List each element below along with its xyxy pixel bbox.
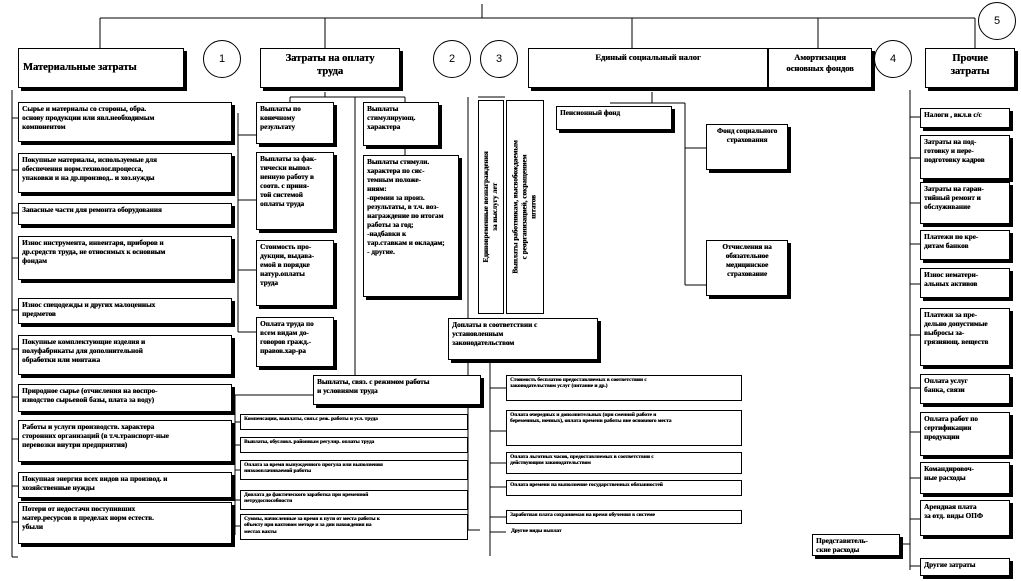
labor-final-results: Выплаты по конечному результату	[256, 102, 334, 144]
surcharge-item: Оплата льготных часов, предоставляемых в соответствии с действующим законодательством	[506, 452, 742, 474]
social-pension-fund: Пенсионный фонд	[556, 106, 672, 130]
labor-small-item: Оплата за время вынужденного прогула или выполнения низкооплачиваемой работы	[240, 460, 468, 480]
labor-contract-pay: Оплата труда по всем видам до- говоров гражд.- правов.хар-ра	[256, 317, 334, 367]
material-item: Износ спецодежды и других малоценных предметов	[18, 298, 232, 324]
material-item: Потери от недостачи поступивших матер.ресурсов в пределах норм естеств. убыли	[18, 502, 232, 544]
header-other: Прочие затраты	[925, 48, 1015, 88]
labor-dismissal-label: Выплаты работникам, высвобождаемым с реорганизацией, сокращением штатов	[511, 140, 538, 274]
labor-small-item: Выплаты, обусловл. районным регулир. оплаты труда	[240, 437, 468, 453]
material-item: Покупная энергия всех видов на производ. и хозяйственные нужды	[18, 472, 232, 498]
surcharge-item: Оплата очередных и дополнительных (при сменной работе и беременных, ночных), оплата времени работы вне основного места	[506, 410, 742, 446]
material-item: Износ инструмента, инвентаря, приборов и др.средств труда, не относимых к основным фондам	[18, 236, 232, 280]
circle-1: 1	[203, 40, 241, 78]
surcharge-item: Стоимость бесплатно предоставляемых в соответствии с законодательством услуг (питание и др.)	[506, 375, 742, 401]
material-item: Природное сырье (отчисления на воспро- изводство сырьевой базы, плата за воду)	[18, 384, 232, 412]
labor-actual-work: Выплаты за фак- тически выпол- ненную работу в соотв. с приня- той системой оплаты труда	[256, 152, 334, 230]
labor-regime-payments: Выплаты, связ. с режимом работы и условиями труда	[313, 375, 481, 405]
circle-4: 4	[874, 40, 912, 78]
other-item: Арендная плата за отд. виды ОПФ	[920, 500, 1010, 536]
other-item: Другие затраты	[920, 558, 1010, 576]
labor-small-item: Компенсации, выплаты, связ.с реж. работы и усл. труда	[240, 414, 468, 430]
other-item: Платежи по кре- дитам банков	[920, 230, 1010, 260]
header-amortization: Амортизация основных фондов	[768, 48, 872, 88]
surcharge-item: Заработная плата сохраняемая на время обучения в системе	[506, 510, 742, 524]
header-labor: Затраты на оплату труда	[260, 48, 400, 88]
other-item: Оплата услуг банка, связи	[920, 374, 1010, 404]
material-item: Работы и услуги производств. характера сторонних организаций (в т.ч.транспорт-ные перевозки внутри предприятия)	[18, 420, 232, 462]
social-insurance-fund: Фонд социального страхования	[706, 124, 788, 170]
other-item: Налоги , вкл.в с/с	[920, 108, 1010, 128]
labor-product-value: Стоимость про- дукции, выдава- емой в порядке натур.оплаты труда	[256, 240, 334, 306]
other-item: Износ нематери- альных активов	[920, 268, 1010, 298]
other-item: Оплата работ по сертификации продукции	[920, 412, 1010, 456]
other-item: Затраты на гаран- тийный ремонт и обслуживание	[920, 182, 1010, 224]
labor-stimulating-detail: Выплаты стимули. характера по сис- темным положе- ниям: -премии за произ. результаты, в т.ч. воз- награждение по итогам работы за год; -надбавки к тар.ставкам и окладам; - другие.	[363, 155, 459, 297]
material-item: Запасные части для ремонта оборудования	[18, 203, 232, 225]
labor-small-item: Суммы, начисленные за время в пути от места работы к объекту при вахтовом методе и за дни нахождения на местах вахты	[240, 514, 468, 540]
other-item: Платежи за пре- дельно допустимые выбросы за- грязняющ. веществ	[920, 308, 1010, 366]
material-item: Покупные комплектующие изделия и полуфабрикаты для дополнительной обработки или монтажа	[18, 335, 232, 375]
header-social-tax: Единый социальный налог	[528, 48, 768, 88]
labor-small-item: Доплата до фактического заработка при временной нетрудоспособности	[240, 490, 468, 510]
other-item: Представитель- ские расходы	[812, 534, 900, 556]
header-material: Материальные затраты	[18, 48, 184, 88]
labor-lump-sum-vertical	[478, 100, 504, 314]
social-medical-insurance: Отчисления на обязательное медицинское страхование	[706, 240, 788, 296]
other-item: Командировоч- ные расходы	[920, 462, 1010, 494]
circle-2: 2	[433, 40, 471, 78]
labor-dismissal-vertical	[506, 100, 544, 314]
labor-stimulating: Выплаты стимулирующ. характера	[363, 102, 439, 146]
circle-3: 3	[480, 40, 518, 78]
other-item: Затраты на под- готовку и пере- подготовку кадров	[920, 135, 1010, 179]
material-item: Покупные материалы, используемые для обеспечения норм.технолог.процесса, упаковки и на др.производ.. и хоз.нужды	[18, 153, 232, 193]
surcharge-item-text: Другие виды выплат	[511, 528, 562, 534]
labor-surcharges: Доплаты в соответствии с установленным законодательством	[448, 318, 598, 360]
material-item: Сырье и материалы со стороны, обра. основу продукции или явл.необходимым компонентом	[18, 102, 232, 142]
circle-5: 5	[978, 2, 1016, 40]
labor-lump-sum-label: Единовременные вознаграждения за выслугу лет	[482, 151, 499, 263]
surcharge-item: Оплата времени на выполнение государственных обязанностей	[506, 480, 742, 496]
